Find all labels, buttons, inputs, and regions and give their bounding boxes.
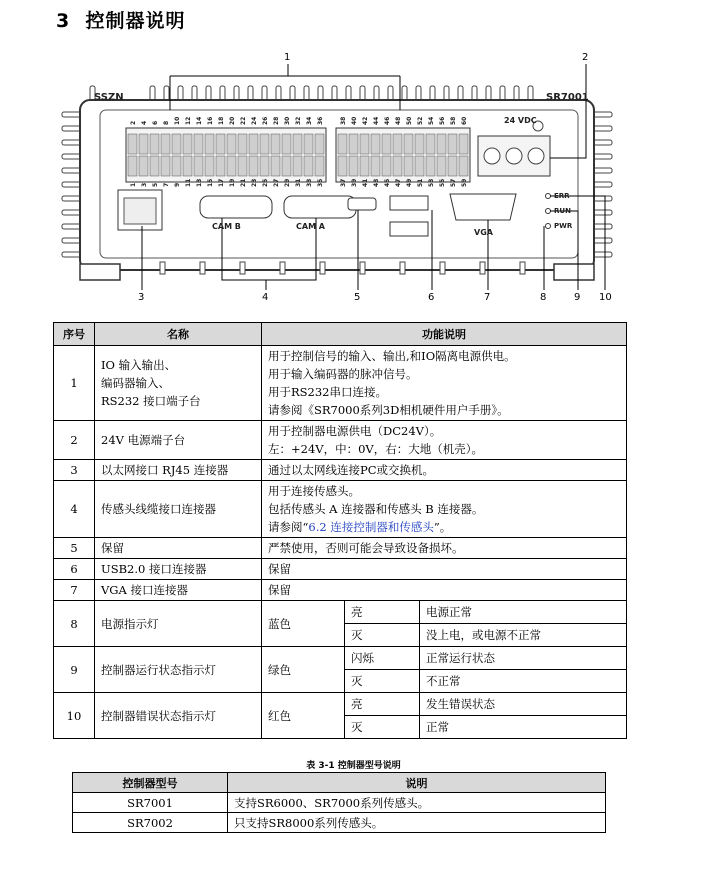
header-name: 名称 [95, 323, 262, 346]
table-row [73, 813, 606, 833]
pin-number: 46 [384, 116, 391, 125]
name-line: 保留 [101, 541, 124, 555]
led-meaning: 电源正常 [420, 601, 627, 624]
row-number: 6 [54, 559, 95, 580]
callout-2: 2 [582, 52, 589, 63]
row-number: 10 [54, 693, 95, 739]
table-row [73, 793, 606, 813]
pin-number: 16 [207, 116, 214, 125]
desc-line: 用于控制器电源供电（DC24V）。 [268, 424, 442, 438]
pin-row-bottom-b [338, 178, 470, 185]
pin-number: 50 [406, 116, 413, 125]
desc-line: 包括传感头 A 连接器和传感头 B 连接器。 [268, 502, 484, 516]
led-state: 亮 [345, 601, 420, 624]
led-meaning: 没上电，或电源不正常 [420, 624, 627, 647]
name-line: 以太网接口 RJ45 连接器 [101, 463, 229, 477]
callout-3: 3 [138, 292, 145, 303]
led-meaning: 不正常 [420, 670, 627, 693]
power-label: 24 VDC [504, 116, 537, 125]
callout-6: 6 [428, 292, 435, 303]
pin-row-top-a [128, 116, 326, 123]
pin-number: 42 [362, 116, 369, 125]
table-row [54, 580, 627, 601]
callout-1: 1 [284, 52, 291, 63]
pin-number: 54 [428, 116, 435, 125]
table-row [54, 693, 627, 716]
table-row [54, 559, 627, 580]
table-header-row [73, 773, 606, 793]
name-line: 传感头线缆接口连接器 [101, 502, 216, 516]
pin-number: 52 [417, 116, 424, 125]
row-name [95, 559, 262, 580]
model-label: SR7001 [546, 92, 589, 103]
row-description [262, 346, 627, 421]
model-name: SR7001 [73, 793, 228, 813]
pin-row-top-b [338, 116, 470, 123]
led-color: 红色 [262, 693, 345, 739]
desc-line: 用于RS232串口连接。 [268, 385, 387, 399]
cam-a-label: CAM A [296, 222, 325, 231]
name-line: VGA 接口连接器 [101, 583, 188, 597]
row-description [262, 559, 627, 580]
desc-line: 左：+24V，中：0V，右：大地（机壳）。 [268, 442, 483, 456]
pin-number: 14 [196, 116, 203, 125]
led-pwr-label: PWR [554, 222, 573, 230]
pin-number: 24 [251, 116, 258, 125]
led-state: 亮 [345, 693, 420, 716]
pin-number: 49 [406, 178, 413, 187]
pin-number: 5 [152, 182, 159, 187]
name-line: 24V 电源端子台 [101, 433, 186, 447]
name-line: RS232 接口端子台 [101, 394, 201, 408]
pin-number: 48 [395, 116, 402, 125]
pin-number: 22 [240, 116, 247, 125]
row-number: 7 [54, 580, 95, 601]
desc-line: 用于控制信号的输入、输出,和IO隔离电源供电。 [268, 349, 516, 363]
header-desc: 功能说明 [262, 323, 627, 346]
led-state: 闪烁 [345, 647, 420, 670]
section-title [56, 6, 185, 33]
section-number: 3 [56, 10, 71, 32]
pin-number: 41 [362, 178, 369, 187]
pin-number: 39 [351, 178, 358, 187]
pin-number: 9 [174, 182, 181, 187]
callout-8: 8 [540, 292, 547, 303]
pin-number: 19 [229, 178, 236, 187]
row-description [262, 580, 627, 601]
pin-number: 45 [384, 178, 391, 187]
pin-number: 36 [317, 116, 324, 125]
pin-number: 26 [262, 116, 269, 125]
pin-number: 28 [273, 116, 280, 125]
function-table [53, 322, 627, 739]
led-state: 灭 [345, 670, 420, 693]
led-state: 灭 [345, 716, 420, 739]
pin-number: 32 [295, 116, 302, 125]
table-row [54, 481, 627, 538]
pin-number: 44 [373, 116, 380, 125]
pin-number: 25 [262, 178, 269, 187]
desc-line: 保留 [268, 583, 291, 597]
pin-number: 4 [141, 120, 148, 125]
row-name: 电源指示灯 [95, 601, 262, 647]
section-title-text: 控制器说明 [85, 10, 186, 32]
model-description: 只支持SR8000系列传感头。 [228, 813, 606, 833]
row-number: 4 [54, 481, 95, 538]
row-number: 8 [54, 601, 95, 647]
header-no: 序号 [54, 323, 95, 346]
row-description [262, 460, 627, 481]
pin-number: 31 [295, 178, 302, 187]
table-row [54, 421, 627, 460]
ref-prefix: 请参阅“ [268, 520, 309, 534]
table-header-row [54, 323, 627, 346]
pin-number: 6 [152, 120, 159, 125]
pin-number: 53 [428, 178, 435, 187]
pin-number: 38 [340, 116, 347, 125]
table-row [54, 460, 627, 481]
pin-number: 21 [240, 178, 247, 187]
desc-line: 保留 [268, 562, 291, 576]
row-name [95, 481, 262, 538]
row-number: 3 [54, 460, 95, 481]
led-color: 绿色 [262, 647, 345, 693]
desc-line: 通过以太网线连接PC或交换机。 [268, 463, 435, 477]
reference-link[interactable]: 6.2 连接控制器和传感头 [308, 520, 434, 534]
row-number: 5 [54, 538, 95, 559]
model-table [72, 772, 606, 833]
pin-number: 15 [207, 178, 214, 187]
row-description [262, 481, 627, 538]
row-name [95, 421, 262, 460]
table-row [54, 346, 627, 421]
pin-number: 2 [130, 120, 137, 125]
led-state: 灭 [345, 624, 420, 647]
controller-figure [60, 50, 620, 310]
pin-number: 27 [273, 178, 280, 187]
desc-line: 用于连接传感头。 [268, 484, 360, 498]
callout-5: 5 [354, 292, 361, 303]
pin-number: 59 [461, 178, 468, 187]
pin-number: 17 [218, 178, 225, 187]
table-caption: 表 3-1 控制器型号说明 [306, 761, 401, 771]
pin-number: 56 [439, 116, 446, 125]
row-name: 控制器错误状态指示灯 [95, 693, 262, 739]
row-name [95, 460, 262, 481]
table-row [54, 647, 627, 670]
pin-number: 20 [229, 116, 236, 125]
brand-logo: SSZN [94, 92, 124, 103]
row-number: 1 [54, 346, 95, 421]
pin-number: 33 [306, 178, 313, 187]
row-name [95, 580, 262, 601]
callout-4: 4 [262, 292, 269, 303]
pin-number: 18 [218, 116, 225, 125]
led-meaning: 正常 [420, 716, 627, 739]
pin-number: 34 [306, 116, 313, 125]
pin-number: 43 [373, 178, 380, 187]
pin-number: 7 [163, 182, 170, 187]
function-table-body [54, 346, 627, 739]
callout-7: 7 [484, 292, 491, 303]
pin-number: 40 [351, 116, 358, 125]
led-color: 蓝色 [262, 601, 345, 647]
pin-number: 11 [185, 178, 192, 187]
pin-number: 13 [196, 178, 203, 187]
pin-number: 1 [130, 182, 137, 187]
pin-number: 55 [439, 178, 446, 187]
model-table-body [73, 793, 606, 833]
pin-number: 47 [395, 178, 402, 187]
model-name: SR7002 [73, 813, 228, 833]
desc-line: 请参阅《SR7000系列3D相机硬件用户手册》。 [268, 403, 509, 417]
cam-b-label: CAM B [212, 222, 241, 231]
row-name: 控制器运行状态指示灯 [95, 647, 262, 693]
header-explain: 说明 [228, 773, 606, 793]
led-run-label: RUN [554, 207, 571, 215]
pin-number: 58 [450, 116, 457, 125]
pin-number: 23 [251, 178, 258, 187]
callout-9: 9 [574, 292, 581, 303]
row-number: 9 [54, 647, 95, 693]
pin-number: 12 [185, 116, 192, 125]
row-name [95, 538, 262, 559]
name-line: USB2.0 接口连接器 [101, 562, 207, 576]
pin-number: 8 [163, 120, 170, 125]
pin-number: 60 [461, 116, 468, 125]
pin-row-bottom-a [128, 178, 326, 185]
pin-number: 10 [174, 116, 181, 125]
header-model: 控制器型号 [73, 773, 228, 793]
row-number: 2 [54, 421, 95, 460]
pin-number: 29 [284, 178, 291, 187]
pin-number: 51 [417, 178, 424, 187]
led-meaning: 发生错误状态 [420, 693, 627, 716]
pin-number: 37 [340, 178, 347, 187]
table-row [54, 538, 627, 559]
row-description [262, 538, 627, 559]
name-line: IO 输入输出、 [101, 358, 177, 372]
row-name [95, 346, 262, 421]
pin-number: 30 [284, 116, 291, 125]
pin-number: 57 [450, 178, 457, 187]
pin-number: 3 [141, 182, 148, 187]
model-description: 支持SR6000、SR7000系列传感头。 [228, 793, 606, 813]
row-description [262, 421, 627, 460]
led-err-label: ERR [554, 192, 570, 200]
desc-line: 用于输入编码器的脉冲信号。 [268, 367, 418, 381]
desc-line: 严禁使用，否则可能会导致设备损坏。 [268, 541, 464, 555]
name-line: 编码器输入、 [101, 376, 170, 390]
vga-label: VGA [474, 228, 493, 237]
led-meaning: 正常运行状态 [420, 647, 627, 670]
callout-10: 10 [599, 292, 612, 303]
table-row [54, 601, 627, 624]
pin-number: 35 [317, 178, 324, 187]
ref-suffix: ”。 [433, 520, 452, 534]
